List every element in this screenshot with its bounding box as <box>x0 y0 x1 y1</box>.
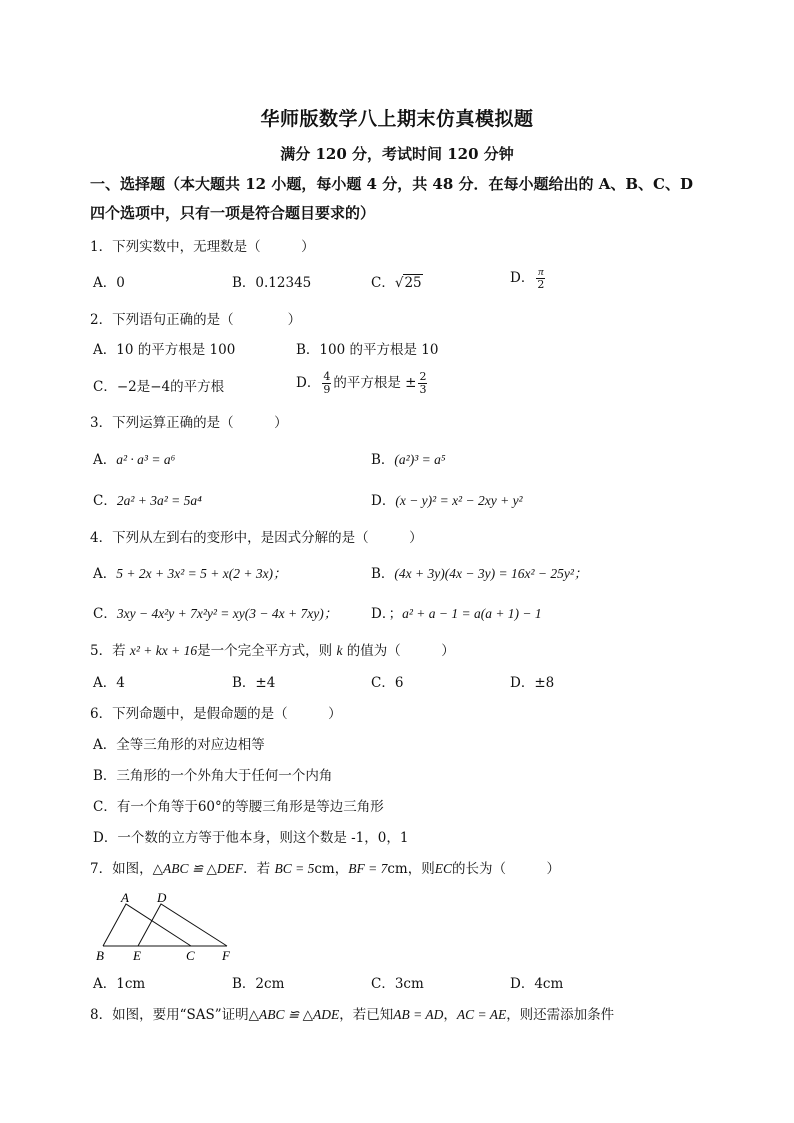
option-expression: (4x + 3y)(4x − 3y) = 16x² − 25y²； <box>394 566 588 581</box>
option-expression: a² + a − 1 = a(a + 1) − 1 <box>402 606 542 621</box>
label-F: F <box>222 948 230 963</box>
stem-variable: k <box>336 643 343 658</box>
stem-expression: AB = AD <box>393 1007 444 1022</box>
section-heading <box>90 170 710 228</box>
q1-option-c <box>371 273 423 293</box>
q7-option-a: A．1cm <box>93 976 146 992</box>
option-label: C． <box>93 606 117 622</box>
q3-option-b <box>371 450 446 470</box>
stem-text: 是一个完全平方式，则 <box>197 643 337 659</box>
triangle-abc <box>103 904 191 946</box>
option-label: D．； <box>371 606 403 622</box>
stem-expression: BC = 5 <box>274 861 315 876</box>
q2-option-d-text: 的平方根是 ± <box>333 375 417 391</box>
q5-option-c: C．6 <box>371 675 404 691</box>
question-8-stem <box>90 1005 614 1025</box>
stem-expression: x² + kx + 16 <box>129 643 198 658</box>
sqrt-symbol: √ <box>394 275 404 291</box>
q1-option-c-value: 25 <box>404 275 422 291</box>
q7-option-d: D．4cm <box>510 976 564 992</box>
q4-option-c <box>93 604 337 624</box>
label-B: B <box>96 948 104 963</box>
question-4-stem: 4．下列从左到右的变形中，是因式分解的是（ ） <box>90 530 423 546</box>
question-2-stem: 2．下列语句正确的是（ ） <box>90 312 302 328</box>
q1-option-d <box>510 266 547 291</box>
q3-option-c <box>93 491 202 511</box>
option-expression: 3xy − 4x²y + 7x²y² = xy(3 − 4x + 7xy)； <box>116 606 338 621</box>
fraction-numerator: π <box>538 266 544 278</box>
stem-text: 7．如图， <box>90 861 153 877</box>
question-7-stem <box>90 859 560 879</box>
q6-option-d: D．一个数的立方等于他本身，则这个数是 -1，0，1 <box>93 830 409 846</box>
stem-text: ．若 <box>243 861 275 877</box>
label-E: E <box>133 948 141 963</box>
option-label: C． <box>93 493 117 509</box>
stem-text: ， <box>443 1007 457 1023</box>
option-label: A． <box>93 452 117 468</box>
fraction-numerator: 4 <box>323 370 331 383</box>
stem-expression: △ABC ≌ △DEF <box>152 861 244 876</box>
section-heading-line2: 四个选项中，只有一项是符合题目要求的） <box>90 204 376 222</box>
section-heading-line1: 一、选择题（本大题共 12 小题，每小题 4 分，共 48 分．在每小题给出的 A、B、C、D <box>90 175 694 193</box>
stem-expression: AC = AE <box>456 1007 507 1022</box>
stem-text: ，若已知 <box>339 1007 394 1023</box>
question-1-stem: 1．下列实数中，无理数是（ ） <box>90 239 315 255</box>
q2-option-d-fraction-1 <box>322 371 331 396</box>
question-6-stem: 6．下列命题中，是假命题的是（ ） <box>90 706 342 722</box>
option-label: D． <box>371 493 396 509</box>
stem-text: 5．若 <box>90 643 130 659</box>
stem-expression: BF = 7 <box>348 861 388 876</box>
q2-option-b: B．100 的平方根是 10 <box>296 342 439 358</box>
option-expression: (a²)³ = a⁵ <box>394 452 446 467</box>
q1-option-a: A．0 <box>93 275 125 291</box>
q7-option-b: B．2cm <box>232 976 285 992</box>
stem-text: 的值为（ ） <box>342 643 455 659</box>
q2-option-d-label: D． <box>296 375 321 391</box>
label-C: C <box>186 948 195 963</box>
stem-expression: EC <box>434 861 452 876</box>
q6-option-a: A．全等三角形的对应边相等 <box>93 737 265 753</box>
fraction-denominator: 2 <box>537 278 545 291</box>
q6-option-b: B．三角形的一个外角大于任何一个内角 <box>93 768 333 784</box>
stem-text: ，则还需添加条件 <box>506 1007 615 1023</box>
q1-option-d-label: D． <box>510 270 535 286</box>
label-A: A <box>121 890 129 905</box>
stem-text: cm，则 <box>387 861 435 877</box>
q5-option-a: A．4 <box>93 675 125 691</box>
page-subtitle: 满分 120 分，考试时间 120 分钟 <box>280 145 514 163</box>
q1-option-b: B．0.12345 <box>232 275 312 291</box>
q3-option-d <box>371 491 523 511</box>
fraction-denominator: 9 <box>323 383 331 396</box>
page-title: 华师版数学八上期末仿真模拟题 <box>260 108 534 130</box>
option-label: B． <box>371 452 395 468</box>
q5-option-d: D．±8 <box>510 675 555 691</box>
q4-option-b <box>371 564 587 584</box>
option-expression: a² · a³ = a⁶ <box>116 452 176 467</box>
stem-expression: ABC ≌ △ADE <box>259 1007 340 1022</box>
stem-text: cm， <box>314 861 349 877</box>
option-expression: (x − y)² = x² − 2xy + y² <box>395 493 523 508</box>
q4-option-a <box>93 564 287 584</box>
q4-option-d <box>371 604 542 624</box>
option-expression: 2a² + 3a² = 5a⁴ <box>116 493 202 508</box>
triangle-figure <box>93 890 243 965</box>
q2-option-d-fraction-2 <box>418 371 427 396</box>
q1-option-c-label: C． <box>371 275 395 291</box>
q5-option-b: B．±4 <box>232 675 276 691</box>
triangle-def <box>138 904 227 946</box>
q7-option-c: C．3cm <box>371 976 424 992</box>
q1-option-d-fraction <box>536 266 545 291</box>
q2-option-a: A．10 的平方根是 100 <box>93 342 236 358</box>
q2-option-d <box>296 371 429 396</box>
option-label: B． <box>371 566 395 582</box>
label-D: D <box>157 890 167 905</box>
fraction-denominator: 3 <box>419 383 427 396</box>
stem-text: 的长为（ ） <box>451 861 560 877</box>
stem-text: 8．如图，要用“SAS”证明△ <box>90 1007 260 1023</box>
q2-option-c: C．−2是−4的平方根 <box>93 379 225 395</box>
question-5-stem <box>90 641 455 661</box>
q3-option-a <box>93 450 175 470</box>
fraction-numerator: 2 <box>419 370 427 383</box>
option-expression: 5 + 2x + 3x² = 5 + x(2 + 3x)； <box>116 566 287 581</box>
question-3-stem: 3．下列运算正确的是（ ） <box>90 415 288 431</box>
q6-option-c: C．有一个角等于60°的等腰三角形是等边三角形 <box>93 799 384 815</box>
option-label: A． <box>93 566 117 582</box>
